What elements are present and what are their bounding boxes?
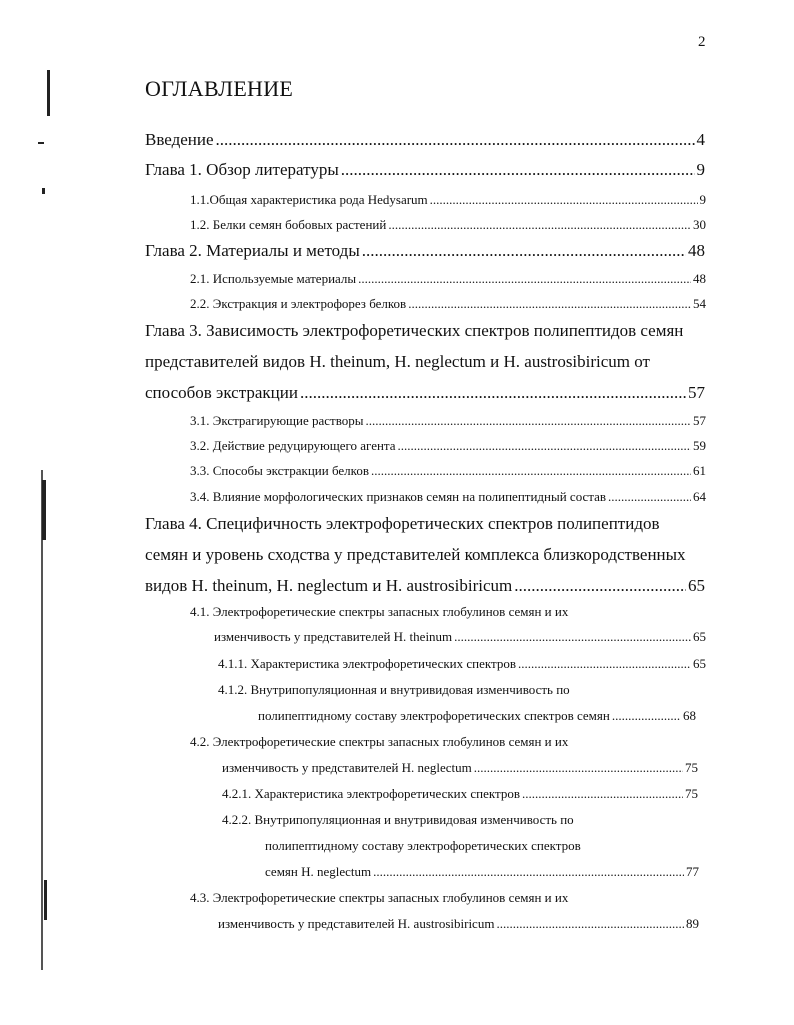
toc-entry-chapter-2[interactable]: Глава 2. Материалы и методы ..... 48 <box>145 241 705 261</box>
toc-entry-section-3-2[interactable]: 3.2. Действие редуцирующего агента ..... 59 <box>190 438 706 454</box>
toc-entry-section-4-2-2[interactable]: семян H. neglectum ..... 77 <box>265 864 699 880</box>
toc-chapter-4-line-1: Глава 4. Специфичность электрофоретических спектров полипептидов <box>145 514 660 533</box>
toc-entry-chapter-4[interactable]: видов H. theinum, H. neglectum и H. austrosibiricum ..... 65 <box>145 576 705 596</box>
toc-entry-section-3-1[interactable]: 3.1. Экстрагирующие растворы ..... 57 <box>190 413 706 429</box>
toc-entry-chapter-3[interactable]: способов экстракции ..... 57 <box>145 383 705 403</box>
toc-section-4-3-line-1: 4.3. Электрофоретические спектры запасных глобулинов семян и их <box>190 890 569 905</box>
page-number: 2 <box>698 34 706 50</box>
toc-section-4-1-2-line-1: 4.1.2. Внутрипопуляционная и внутривидовая изменчивость по <box>218 682 570 697</box>
toc-entry-intro[interactable]: Введение ..... 4 <box>145 130 705 150</box>
scan-artifact <box>38 142 44 144</box>
toc-entry-section-4-2[interactable]: изменчивость у представителей H. neglectum ..... 75 <box>222 760 698 776</box>
toc-section-4-2-2-line-1: 4.2.2. Внутрипопуляционная и внутривидовая изменчивость по <box>222 812 574 827</box>
toc-section-4-2-line-1: 4.2. Электрофоретические спектры запасных глобулинов семян и их <box>190 734 569 749</box>
toc-entry-section-4-2-1[interactable]: 4.2.1. Характеристика электрофоретических спектров ..... 75 <box>222 786 698 802</box>
toc-entry-section-3-4[interactable]: 3.4. Влияние морфологических признаков семян на полипептидный состав ..... 64 <box>190 489 706 505</box>
toc-chapter-4-line-2: семян и уровень сходства у представителей комплекса близкородственных <box>145 545 686 564</box>
toc-entry-section-2-1[interactable]: 2.1. Используемые материалы ..... 48 <box>190 271 706 287</box>
scan-artifact <box>42 480 46 540</box>
scan-artifact <box>41 470 43 970</box>
toc-section-4-2-2-line-2: полипептидному составу электрофоретических спектров <box>265 838 581 853</box>
toc-chapter-3-line-2: представителей видов H. theinum, H. neglectum и H. austrosibiricum от <box>145 352 650 371</box>
scan-artifact <box>42 188 45 194</box>
scan-artifact <box>44 880 47 920</box>
toc-entry-section-3-3[interactable]: 3.3. Способы экстракции белков ..... 61 <box>190 463 706 479</box>
toc-entry-section-1-1[interactable]: 1.1.Общая характеристика рода Hedysarum ..... 9 <box>190 192 706 208</box>
toc-entry-section-1-2[interactable]: 1.2. Белки семян бобовых растений ..... 30 <box>190 217 706 233</box>
toc-entry-section-4-3[interactable]: изменчивость у представителей H. austrosibiricum ..... 89 <box>218 916 699 932</box>
toc-chapter-3-line-1: Глава 3. Зависимость электрофоретических спектров полипептидов семян <box>145 321 684 340</box>
toc-entry-section-4-1-1[interactable]: 4.1.1. Характеристика электрофоретических спектров ..... 65 <box>218 656 706 672</box>
toc-entry-section-4-1-2[interactable]: полипептидному составу электрофоретических спектров семян ..... 68 <box>258 708 696 724</box>
toc-section-4-1-line-1: 4.1. Электрофоретические спектры запасных глобулинов семян и их <box>190 604 569 619</box>
toc-title: ОГЛАВЛЕНИЕ <box>145 76 294 101</box>
scan-artifact <box>47 70 50 116</box>
toc-entry-section-4-1[interactable]: изменчивость у представителей H. theinum ..... 65 <box>214 629 706 645</box>
toc-entry-chapter-1[interactable]: Глава 1. Обзор литературы ..... 9 <box>145 160 705 180</box>
toc-entry-section-2-2[interactable]: 2.2. Экстракция и электрофорез белков ..... 54 <box>190 296 706 312</box>
